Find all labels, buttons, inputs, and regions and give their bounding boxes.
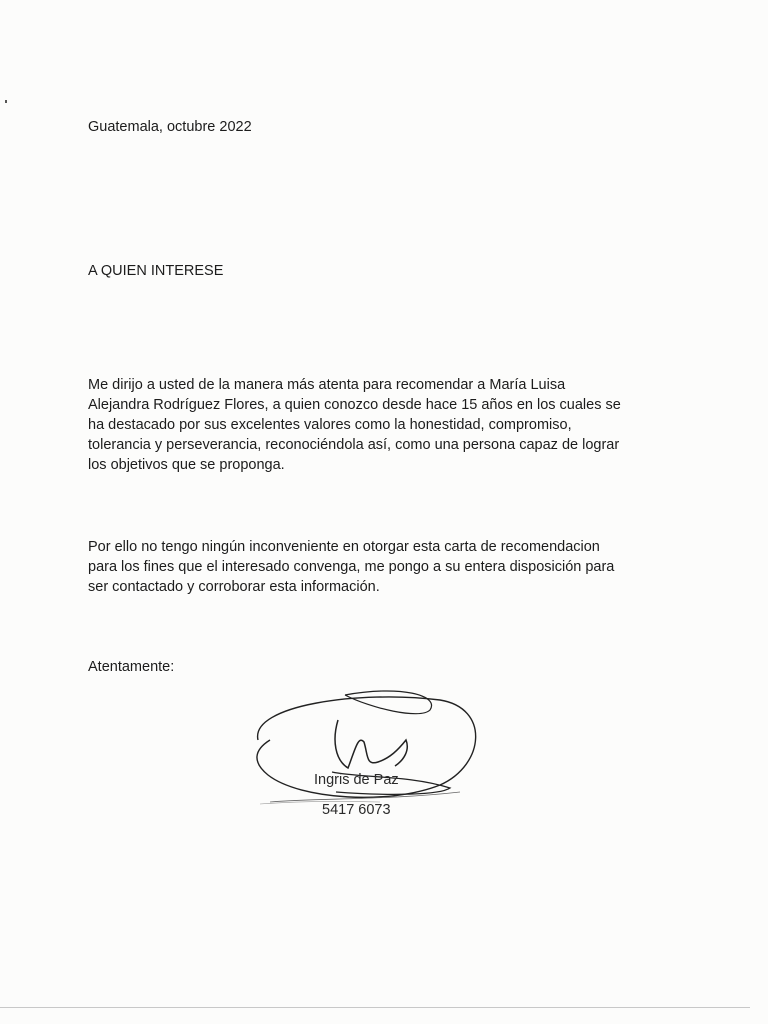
salutation: A QUIEN INTERESE <box>88 263 224 279</box>
signer-phone: 5417 6073 <box>322 802 391 818</box>
paragraph-line: para los fines que el interesado convenga, me pongo a su entera disposición para <box>88 559 615 575</box>
paragraph-line: los objetivos que se proponga. <box>88 457 285 473</box>
closing-line: Atentamente: <box>88 659 175 675</box>
scan-speck <box>5 100 7 103</box>
paragraph-line: Por ello no tengo ningún inconveniente en otorgar esta carta de recomendacion <box>88 539 600 555</box>
place-date: Guatemala, octubre 2022 <box>88 119 252 135</box>
body-paragraph-2 <box>88 537 648 597</box>
paragraph-line: ser contactado y corroborar esta información. <box>88 579 380 595</box>
signer-name: Ingris de Paz <box>314 772 399 788</box>
scan-edge-line <box>0 1007 750 1008</box>
paragraph-line: Me dirijo a usted de la manera más atenta para recomendar a María Luisa <box>88 377 566 393</box>
paragraph-line: tolerancia y perseverancia, reconociéndola así, como una persona capaz de lograr <box>88 437 620 453</box>
body-paragraph-1 <box>88 375 648 475</box>
paragraph-line: Alejandra Rodríguez Flores, a quien conozco desde hace 15 años en los cuales se <box>88 397 621 413</box>
paragraph-line: ha destacado por sus excelentes valores como la honestidad, compromiso, <box>88 417 572 433</box>
